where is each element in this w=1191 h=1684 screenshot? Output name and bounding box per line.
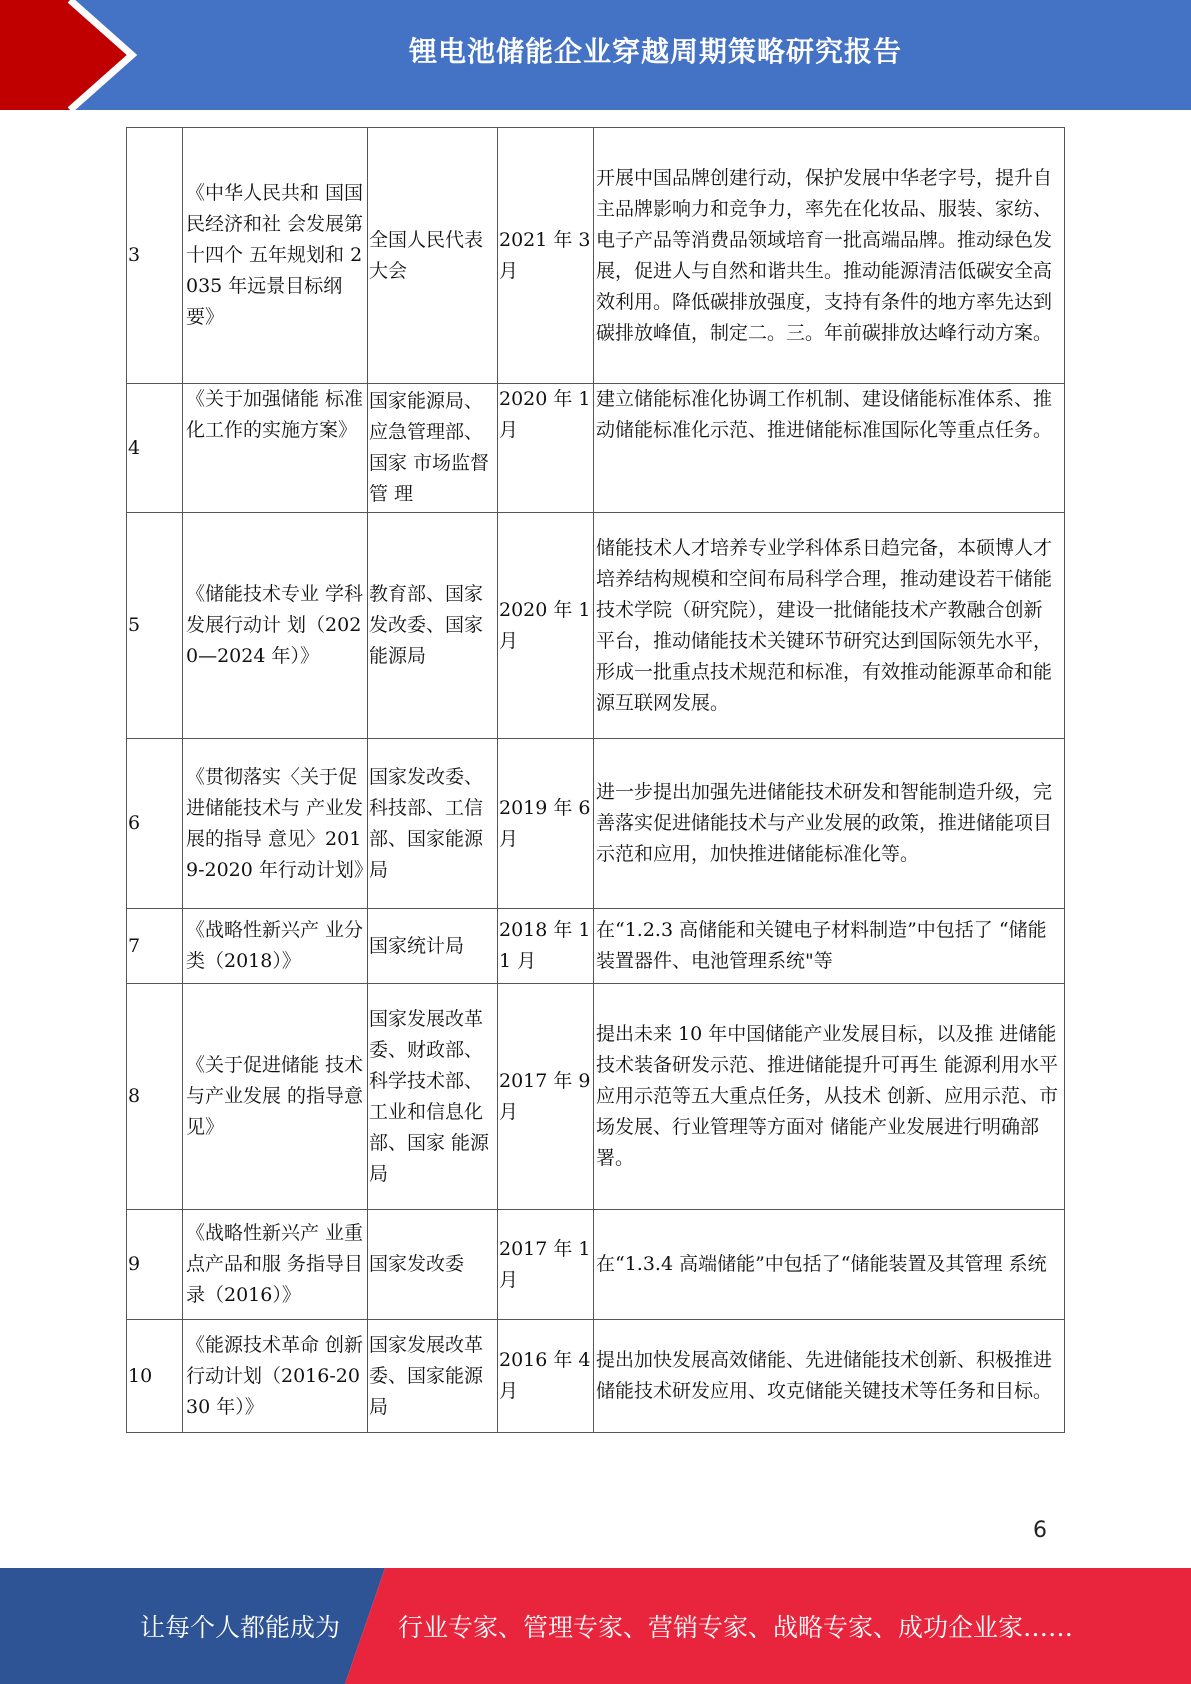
policy-name: 《中华人民共和 国国民经济和社 会发展第十四个 五年规划和 2035 年远景目标纲 要》 [183, 128, 368, 384]
row-number: 6 [127, 739, 183, 909]
issue-date: 2019 年 6 月 [498, 739, 594, 909]
issuing-department: 国家统计局 [368, 909, 498, 984]
page-header [0, 0, 1191, 110]
issue-date: 2021 年 3 月 [498, 128, 594, 384]
issuing-department: 国家发展改革委、财政部、科学技术部、工业和信息化部、国家 能源局 [368, 984, 498, 1210]
row-number: 8 [127, 984, 183, 1210]
policy-content: 储能技术人才培养专业学科体系日趋完备，本硕博人才培养结构规模和空间布局科学合理，推动建设若干储能技术学院（研究院），建设一批储能技术产教融合创新平台，推动储能技术关键环节研究达到国际领先水平，形成一批重点技术规范和标准，有效推动能源革命和能源互联网发展。 [594, 513, 1065, 739]
policy-content: 在“1.3.4 高端储能”中包括了“储能装置及其管理 系统 [594, 1210, 1065, 1320]
table-row [127, 513, 1065, 739]
footer-slogan-left: 让每个人都能成为 [140, 1613, 341, 1642]
policy-content: 在“1.2.3 高储能和关键电子材料制造”中包括了 “储能装置器件、电池管理系统"等 [594, 909, 1065, 984]
issuing-department: 国家能源局、应急管理部、国家 市场监督管 理 [368, 384, 498, 513]
row-number: 5 [127, 513, 183, 739]
policy-name: 《战略性新兴产 业重点产品和服 务指导目录（2016）》 [183, 1210, 368, 1320]
issue-date: 2016 年 4 月 [498, 1320, 594, 1433]
issue-date: 2020 年 1 月 [498, 384, 594, 513]
issuing-department: 国家发改委、科技部、工信部、国家能源局 [368, 739, 498, 909]
row-number: 7 [127, 909, 183, 984]
table-row [127, 1210, 1065, 1320]
policy-name: 《贯彻落实〈关于促进储能技术与 产业发展的指导 意见〉2019-2020 年行动计划》 [183, 739, 368, 909]
policy-content: 建立储能标准化协调工作机制、建设储能标准体系、推动储能标准化示范、推进储能标准国际化等重点任务。 [594, 384, 1065, 513]
policy-content: 进一步提出加强先进储能技术研发和智能制造升级，完善落实促进储能技术与产业发展的政策，推进储能项目示范和应用，加快推进储能标准化等。 [594, 739, 1065, 909]
issuing-department: 国家发改委 [368, 1210, 498, 1320]
page-footer [0, 1568, 1191, 1684]
table-row [127, 128, 1065, 384]
footer-slogan-right: 行业专家、管理专家、营销专家、战略专家、成功企业家…… [398, 1613, 1074, 1642]
issue-date: 2018 年 11 月 [498, 909, 594, 984]
row-number: 4 [127, 384, 183, 513]
table-row [127, 1320, 1065, 1433]
table-row [127, 984, 1065, 1210]
table-row [127, 909, 1065, 984]
report-title: 锂电池储能企业穿越周期策略研究报告 [408, 35, 902, 68]
row-number: 9 [127, 1210, 183, 1320]
issuing-department: 国家发展改革委、国家能源局 [368, 1320, 498, 1433]
policy-name: 《战略性新兴产 业分类（2018）》 [183, 909, 368, 984]
policy-name: 《能源技术革命 创新行动计划（2016-2030 年）》 [183, 1320, 368, 1433]
policy-content: 提出未来 10 年中国储能产业发展目标，以及推 进储能技术装备研发示范、推进储能提升可再生 能源利用水平应用示范等五大重点任务，从技术 创新、应用示范、市场发展、行业管理等方面对 储能产业发展进行明确部署。 [594, 984, 1065, 1210]
issue-date: 2017 年 1 月 [498, 1210, 594, 1320]
table-row [127, 384, 1065, 513]
policy-name: 《关于加强储能 标准化工作的实施方案》 [183, 384, 368, 513]
policy-table [126, 127, 1065, 1433]
row-number: 10 [127, 1320, 183, 1433]
row-number: 3 [127, 128, 183, 384]
policy-name: 《关于促进储能 技术与产业发展 的指导意见》 [183, 984, 368, 1210]
page-number: 6 [1033, 1518, 1047, 1543]
policy-content: 提出加快发展高效储能、先进储能技术创新、积极推进储能技术研发应用、攻克储能关键技术等任务和目标。 [594, 1320, 1065, 1433]
issue-date: 2020 年 1 月 [498, 513, 594, 739]
issuing-department: 全国人民代表大会 [368, 128, 498, 384]
table-row [127, 739, 1065, 909]
policy-name: 《储能技术专业 学科发展行动计 划（2020—2024 年）》 [183, 513, 368, 739]
issuing-department: 教育部、国家发改委、国家能源局 [368, 513, 498, 739]
issue-date: 2017 年 9 月 [498, 984, 594, 1210]
policy-content: 开展中国品牌创建行动，保护发展中华老字号，提升自主品牌影响力和竞争力，率先在化妆品、服装、家纺、电子产品等消费品领域培育一批高端品牌。推动绿色发展，促进人与自然和谐共生。推动能源清洁低碳安全高效利用。降低碳排放强度，支持有条件的地方率先达到碳排放峰值，制定二。三。年前碳排放达峰行动方案。 [594, 128, 1065, 384]
